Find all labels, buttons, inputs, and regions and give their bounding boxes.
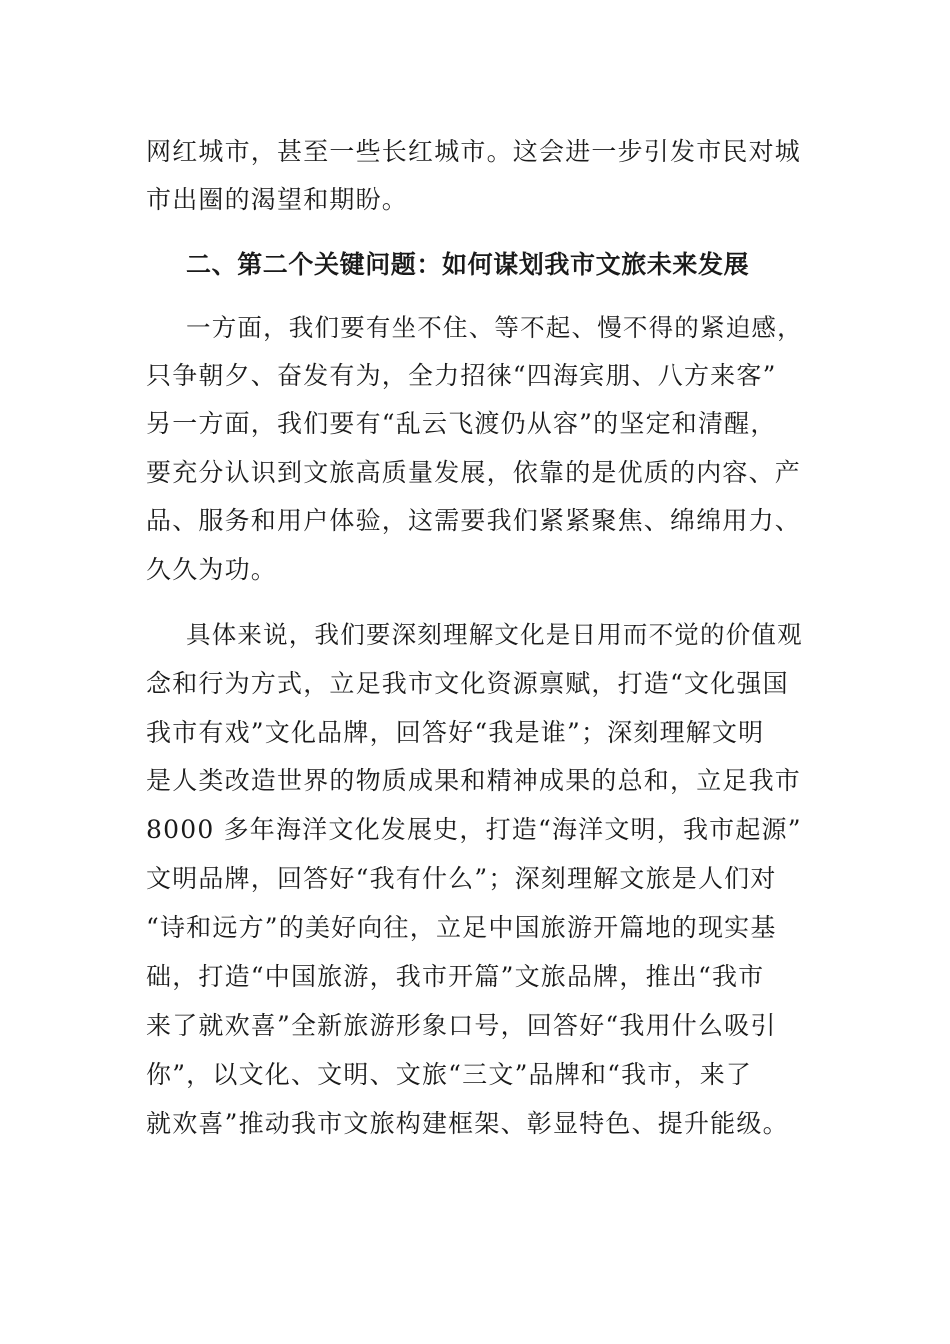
text-line: 一方面，我们要有坐不住、等不起、慢不得的紧迫感， [186,313,803,342]
text-line: 品、服务和用户体验，这需要我们紧紧聚焦、绵绵用力、 [146,506,802,535]
text-line: 久久为功。 [146,555,278,584]
text-line: 8000 多年海洋文化发展史，打造“海洋文明，我市起源” [146,815,802,844]
text-line: 要充分认识到文旅高质量发展，依靠的是优质的内容、产 [146,458,802,487]
text-line: 只争朝夕、奋发有为，全力招徕“四海宾朋、八方来客” [146,361,777,390]
text-line: 网红城市，甚至一些长红城市。这会进一步引发市民对城 [146,137,802,166]
text-line: 具体来说，我们要深刻理解文化是日用而不觉的价值观 [186,620,803,649]
section-heading: 二、第二个关键问题：如何谋划我市文旅未来发展 [186,250,750,279]
text-line: 我市有戏”文化品牌，回答好“我是谁”；深刻理解文明 [146,718,765,747]
text-line: 就欢喜”推动我市文旅构建框架、彰显特色、提升能级。 [146,1109,789,1138]
text-line: 念和行为方式，立足我市文化资源禀赋，打造“文化强国 [146,669,789,698]
text-line: “诗和远方”的美好向往，立足中国旅游开篇地的现实基 [146,913,777,942]
text-line: 另一方面，我们要有“乱云飞渡仍从容”的坚定和清醒， [146,409,777,438]
text-line: 文明品牌，回答好“我有什么”；深刻理解文旅是人们对 [146,864,777,893]
text-line: 市出圈的渴望和期盼。 [146,185,409,214]
text-line: 你”，以文化、文明、文旅“三文”品牌和“我市，来了 [146,1060,753,1089]
text-line: 础，打造“中国旅游，我市开篇”文旅品牌，推出“我市 [146,962,765,991]
text-line: 是人类改造世界的物质成果和精神成果的总和，立足我市 [146,766,802,795]
text-line: 来了就欢喜”全新旅游形象口号，回答好“我用什么吸引 [146,1011,777,1040]
